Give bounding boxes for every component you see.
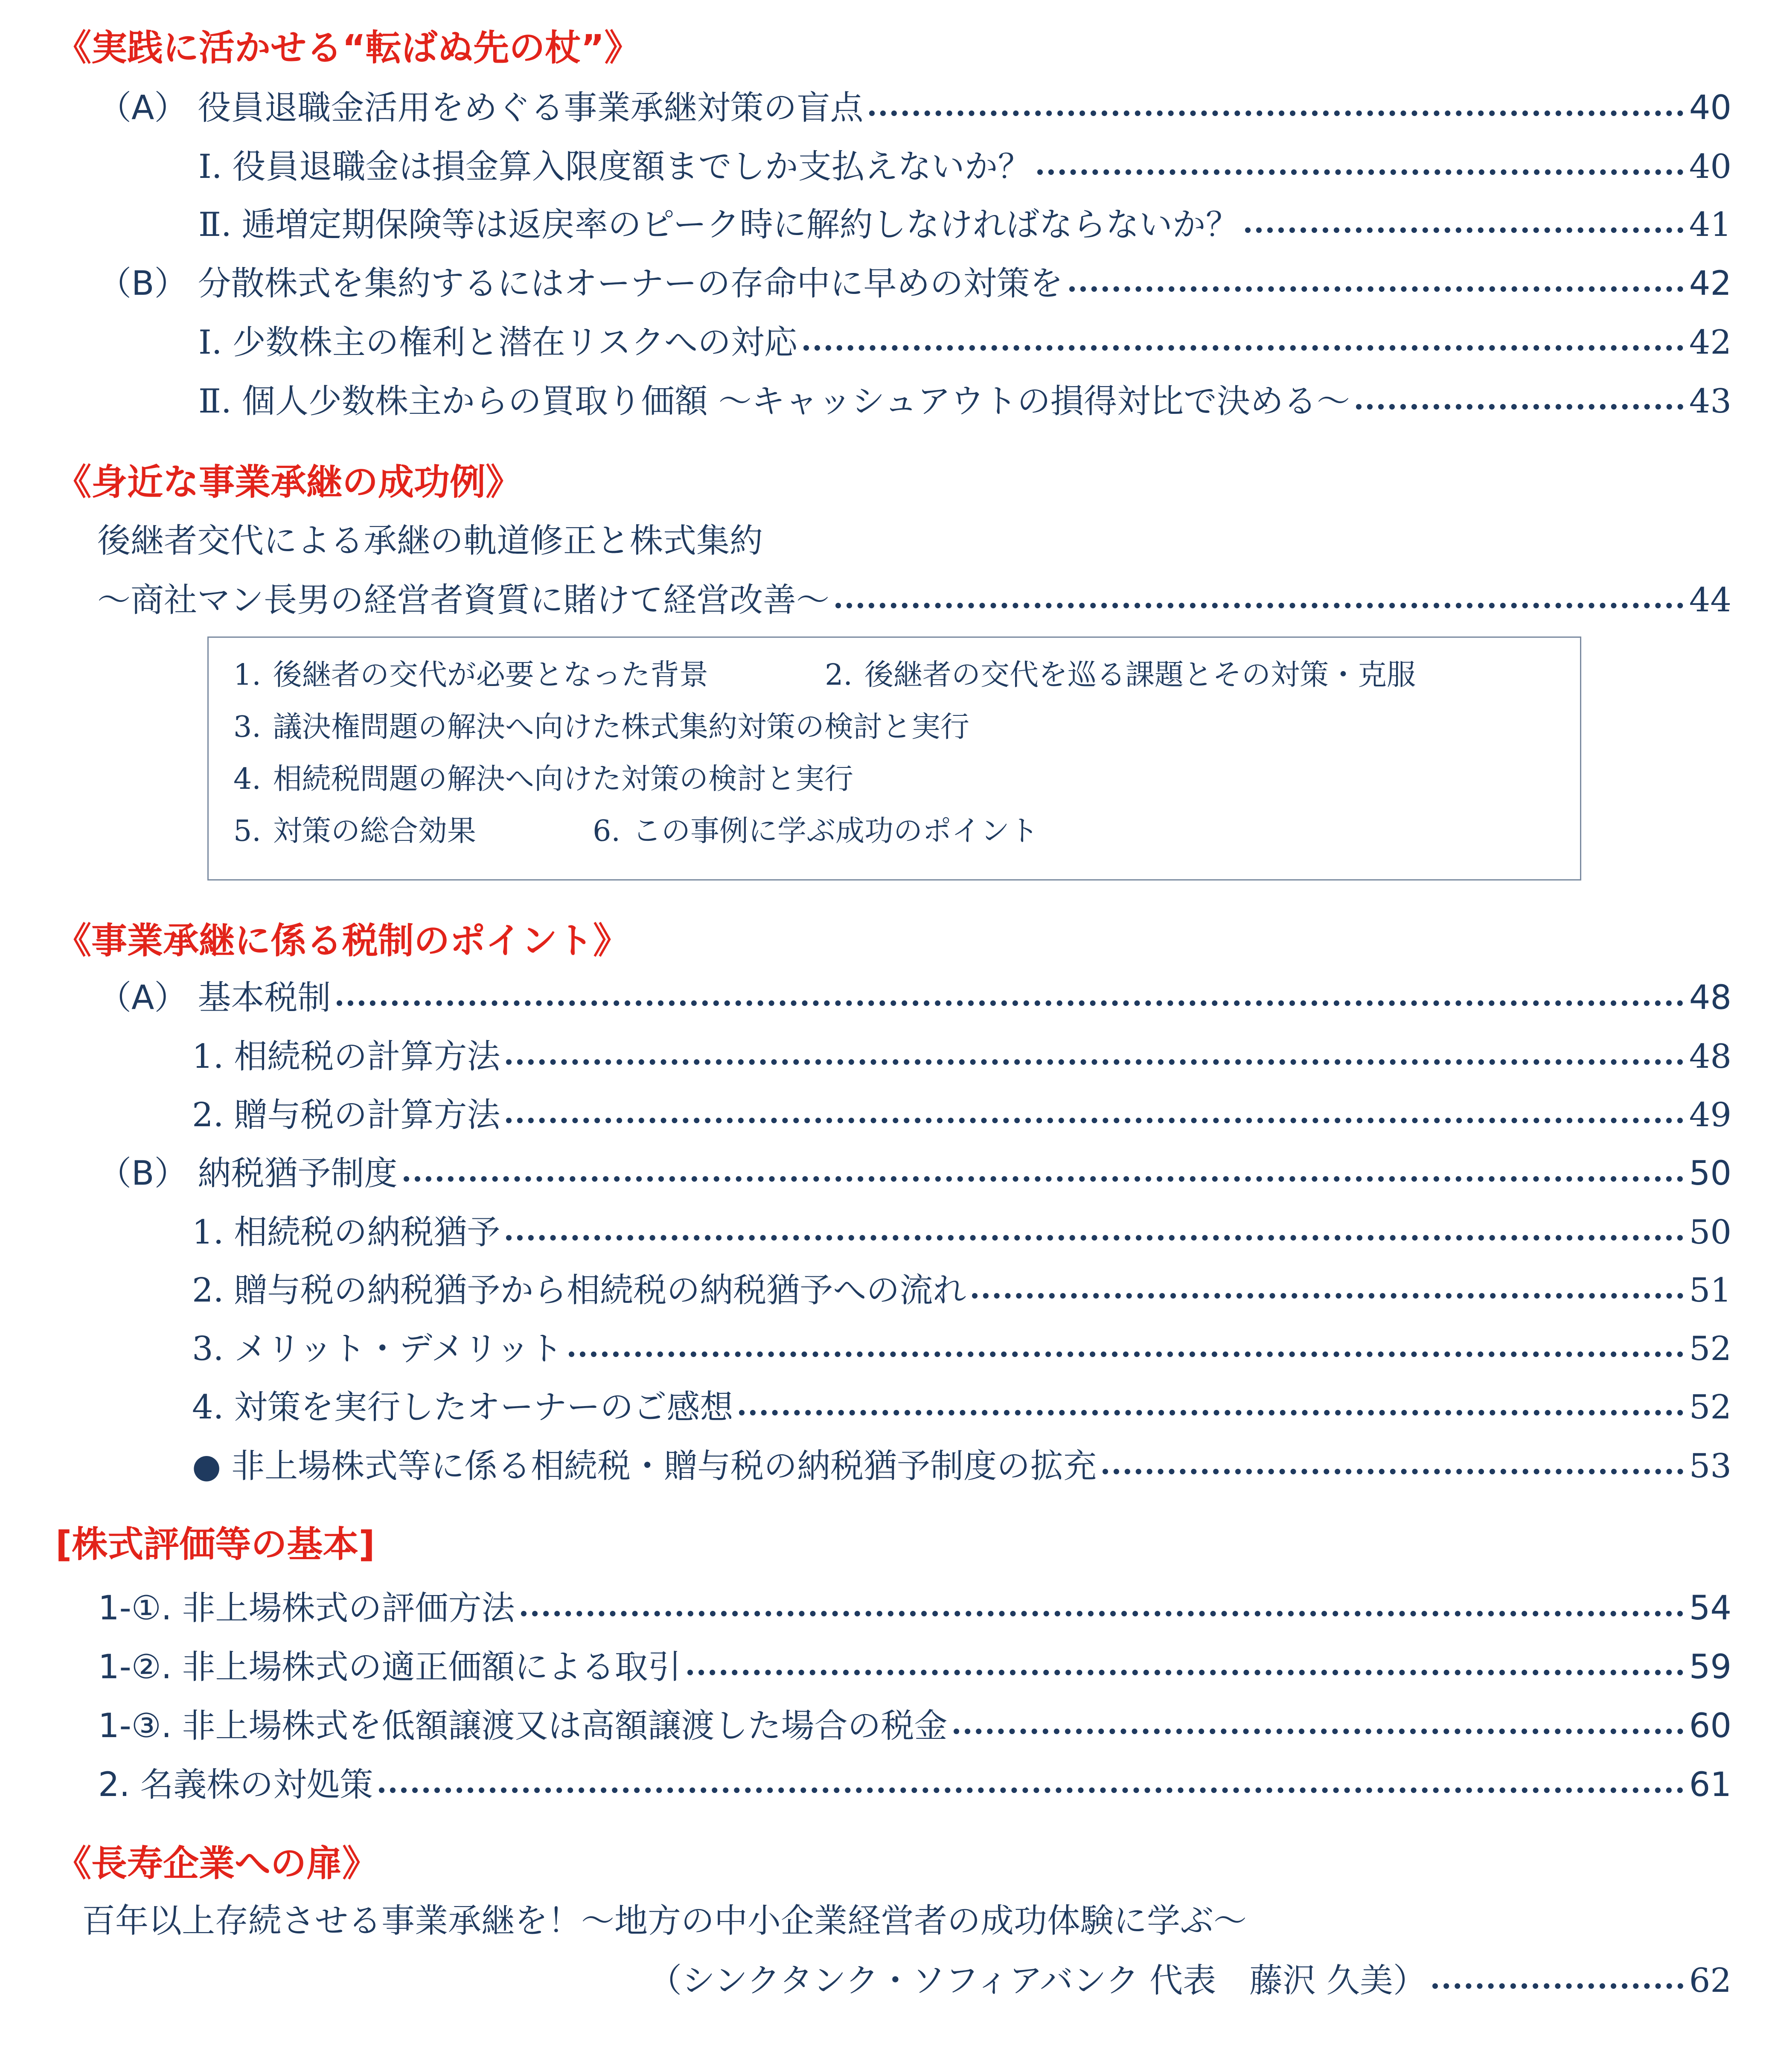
dot-leader bbox=[739, 1410, 1683, 1415]
toc-entry[interactable] bbox=[98, 1645, 1731, 1690]
page-number: 42 bbox=[1689, 264, 1731, 303]
dot-leader bbox=[569, 1351, 1683, 1357]
page-number: 50 bbox=[1689, 1213, 1731, 1252]
page-number: 54 bbox=[1689, 1589, 1731, 1627]
dot-leader bbox=[506, 1059, 1683, 1065]
page-number: 48 bbox=[1689, 979, 1731, 1017]
entry-title: 納税猶予制度 bbox=[198, 1154, 398, 1193]
dot-leader bbox=[1037, 169, 1683, 175]
entry-number: Ⅱ. bbox=[198, 206, 232, 244]
toc-entry[interactable] bbox=[98, 975, 1731, 1020]
entry-number: 2. bbox=[98, 1766, 130, 1804]
page-number: 53 bbox=[1689, 1447, 1731, 1485]
dot-leader bbox=[687, 1670, 1683, 1675]
toc-entry[interactable] bbox=[198, 202, 1731, 247]
page-number: 61 bbox=[1689, 1766, 1731, 1804]
dot-leader bbox=[1356, 404, 1683, 410]
entry-number: （B） bbox=[98, 1154, 188, 1193]
page-number: 59 bbox=[1689, 1648, 1731, 1686]
dot-leader bbox=[404, 1176, 1683, 1182]
dot-leader bbox=[1432, 1983, 1683, 1989]
section-title-tax-points: 《事業承継に係る税制のポイント》 bbox=[55, 920, 629, 962]
entry-title: 名義株の対処策 bbox=[140, 1766, 373, 1804]
entry-number: 2. bbox=[192, 1096, 224, 1134]
entry-number: （A） bbox=[98, 89, 188, 127]
dot-leader bbox=[1103, 1469, 1683, 1474]
outline-number: 4. bbox=[233, 762, 261, 796]
outline-line bbox=[233, 810, 1039, 853]
toc-entry[interactable] bbox=[198, 144, 1731, 189]
entry-title: 非上場株式等に係る相続税・贈与税の納税猶予制度の拡充 bbox=[231, 1447, 1097, 1485]
page-number: 52 bbox=[1689, 1330, 1731, 1368]
entry-number: 1-②. bbox=[98, 1648, 172, 1686]
toc-entry[interactable] bbox=[192, 1210, 1731, 1255]
toc-entry[interactable] bbox=[192, 1385, 1731, 1430]
toc-entry[interactable] bbox=[98, 85, 1731, 131]
page-number: 42 bbox=[1689, 323, 1731, 362]
entry-number: （B） bbox=[98, 264, 188, 303]
entry-number: 4. bbox=[192, 1388, 224, 1427]
section-title-stock-valuation: [株式評価等の基本] bbox=[55, 1523, 375, 1565]
page-number: 40 bbox=[1689, 89, 1731, 127]
entry-number: 1. bbox=[192, 1213, 224, 1252]
entry-title: 贈与税の計算方法 bbox=[234, 1096, 500, 1134]
entry-title: 非上場株式の評価方法 bbox=[182, 1589, 515, 1627]
dot-leader bbox=[803, 345, 1683, 351]
entry-number: 2. bbox=[192, 1271, 224, 1310]
longevity-heading: 百年以上存続させる事業承継を！～地方の中小企業経営者の成功体験に学ぶ～ bbox=[82, 1902, 1247, 1940]
page-number: 40 bbox=[1689, 148, 1731, 186]
page-number: 51 bbox=[1689, 1271, 1731, 1310]
outline-number: 1. bbox=[233, 658, 261, 692]
toc-entry[interactable] bbox=[192, 1093, 1731, 1138]
entry-title: 分散株式を集約するにはオーナーの存命中に早めの対策を bbox=[198, 264, 1063, 303]
outline-text: 対策の総合効果 bbox=[273, 814, 476, 848]
toc-entry[interactable] bbox=[98, 1586, 1731, 1631]
page-number: 50 bbox=[1689, 1154, 1731, 1193]
outline-line bbox=[233, 706, 969, 749]
toc-entry[interactable] bbox=[98, 1762, 1731, 1808]
page-number: 41 bbox=[1689, 206, 1731, 244]
entry-title: 少数株主の権利と潜在リスクへの対応 bbox=[232, 323, 798, 362]
toc-entry[interactable] bbox=[192, 1444, 1731, 1489]
page-number: 49 bbox=[1689, 1096, 1731, 1134]
outline-number: 5. bbox=[233, 814, 261, 848]
dot-leader bbox=[1245, 227, 1683, 233]
page-number: 62 bbox=[1689, 1962, 1731, 2000]
entry-number: Ⅱ. bbox=[198, 382, 232, 421]
case-outline-box bbox=[207, 636, 1581, 881]
entry-title: 役員退職金は損金算入限度額までしか支払えないか？ bbox=[232, 148, 1031, 186]
dot-leader bbox=[869, 110, 1683, 116]
entry-title: 逓増定期保険等は返戻率のピーク時に解約しなければならないか？ bbox=[242, 206, 1239, 244]
section-title-longevity: 《長寿企業への扉》 bbox=[55, 1842, 378, 1884]
entry-number: 1-①. bbox=[98, 1589, 172, 1627]
dot-leader bbox=[521, 1611, 1683, 1616]
dot-leader bbox=[835, 603, 1683, 608]
toc-entry[interactable] bbox=[98, 1703, 1731, 1749]
entry-title: 基本税制 bbox=[198, 979, 331, 1017]
outline-text: 議決権問題の解決へ向けた株式集約対策の検討と実行 bbox=[273, 710, 969, 744]
page-number: 48 bbox=[1689, 1037, 1731, 1076]
section-title-practice: 《実践に活かせる“転ばぬ先の杖”》 bbox=[55, 27, 640, 69]
outline-number: 3. bbox=[233, 710, 261, 744]
entry-title: メリット・デメリット bbox=[234, 1330, 563, 1368]
entry-number: Ⅰ. bbox=[198, 148, 222, 186]
author-credit: （シンクタンク・ソフィアバンク 代表 藤沢 久美） bbox=[649, 1962, 1426, 2000]
dot-leader bbox=[972, 1293, 1683, 1299]
entry-title: ～商社マン長男の経営者資質に賭けて経営改善～ bbox=[97, 581, 830, 619]
toc-entry[interactable] bbox=[192, 1268, 1731, 1313]
entry-title: 贈与税の納税猶予から相続税の納税猶予への流れ bbox=[234, 1271, 966, 1310]
outline-number: 2. bbox=[825, 658, 853, 692]
dot-leader bbox=[506, 1118, 1683, 1123]
dot-leader bbox=[954, 1729, 1683, 1734]
toc-entry[interactable] bbox=[198, 379, 1731, 424]
outline-text: 後継者の交代を巡る課題とその対策・克服 bbox=[864, 658, 1416, 692]
entry-title: 対策を実行したオーナーのご感想 bbox=[234, 1388, 733, 1427]
page-number: 43 bbox=[1689, 382, 1731, 421]
section-title-success-case: 《身近な事業承継の成功例》 bbox=[55, 461, 522, 503]
entry-number: 3. bbox=[192, 1330, 224, 1368]
page-number: 52 bbox=[1689, 1388, 1731, 1427]
page-number: 60 bbox=[1689, 1707, 1731, 1745]
entry-title: 役員退職金活用をめぐる事業承継対策の盲点 bbox=[198, 89, 864, 127]
dot-leader bbox=[506, 1235, 1683, 1241]
entry-title: 非上場株式を低額譲渡又は高額譲渡した場合の税金 bbox=[182, 1707, 948, 1745]
outline-text: 相続税問題の解決へ向けた対策の検討と実行 bbox=[273, 762, 853, 796]
toc-entry[interactable] bbox=[192, 1326, 1731, 1372]
entry-number: Ⅰ. bbox=[198, 323, 222, 362]
dot-leader bbox=[337, 1000, 1683, 1006]
toc-entry[interactable] bbox=[198, 320, 1731, 365]
bullet-icon: ● bbox=[192, 1447, 221, 1485]
entry-title: 非上場株式の適正価額による取引 bbox=[182, 1648, 681, 1686]
outline-text: 後継者の交代が必要となった背景 bbox=[273, 658, 708, 692]
entry-title: 相続税の納税猶予 bbox=[234, 1213, 500, 1252]
page-number: 44 bbox=[1689, 581, 1731, 619]
dot-leader bbox=[379, 1787, 1683, 1793]
outline-line bbox=[233, 654, 1416, 697]
toc-entry[interactable] bbox=[192, 1034, 1731, 1079]
dot-leader bbox=[1069, 286, 1683, 292]
toc-entry[interactable] bbox=[649, 1958, 1731, 2003]
entry-number: 1-③. bbox=[98, 1707, 172, 1745]
outline-text: この事例に学ぶ成功のポイント bbox=[632, 814, 1039, 848]
toc-entry[interactable] bbox=[97, 578, 1731, 623]
outline-line bbox=[233, 758, 853, 801]
outline-number: 6. bbox=[593, 814, 621, 848]
entry-number: （A） bbox=[98, 979, 188, 1017]
entry-title: 個人少数株主からの買取り価額 ～キャッシュアウトの損得対比で決める～ bbox=[242, 382, 1350, 421]
toc-entry[interactable] bbox=[98, 1151, 1731, 1196]
toc-entry[interactable] bbox=[98, 261, 1731, 306]
entry-number: 1. bbox=[192, 1037, 224, 1076]
entry-title: 相続税の計算方法 bbox=[234, 1037, 500, 1076]
case-heading: 後継者交代による承継の軌道修正と株式集約 bbox=[97, 522, 763, 560]
